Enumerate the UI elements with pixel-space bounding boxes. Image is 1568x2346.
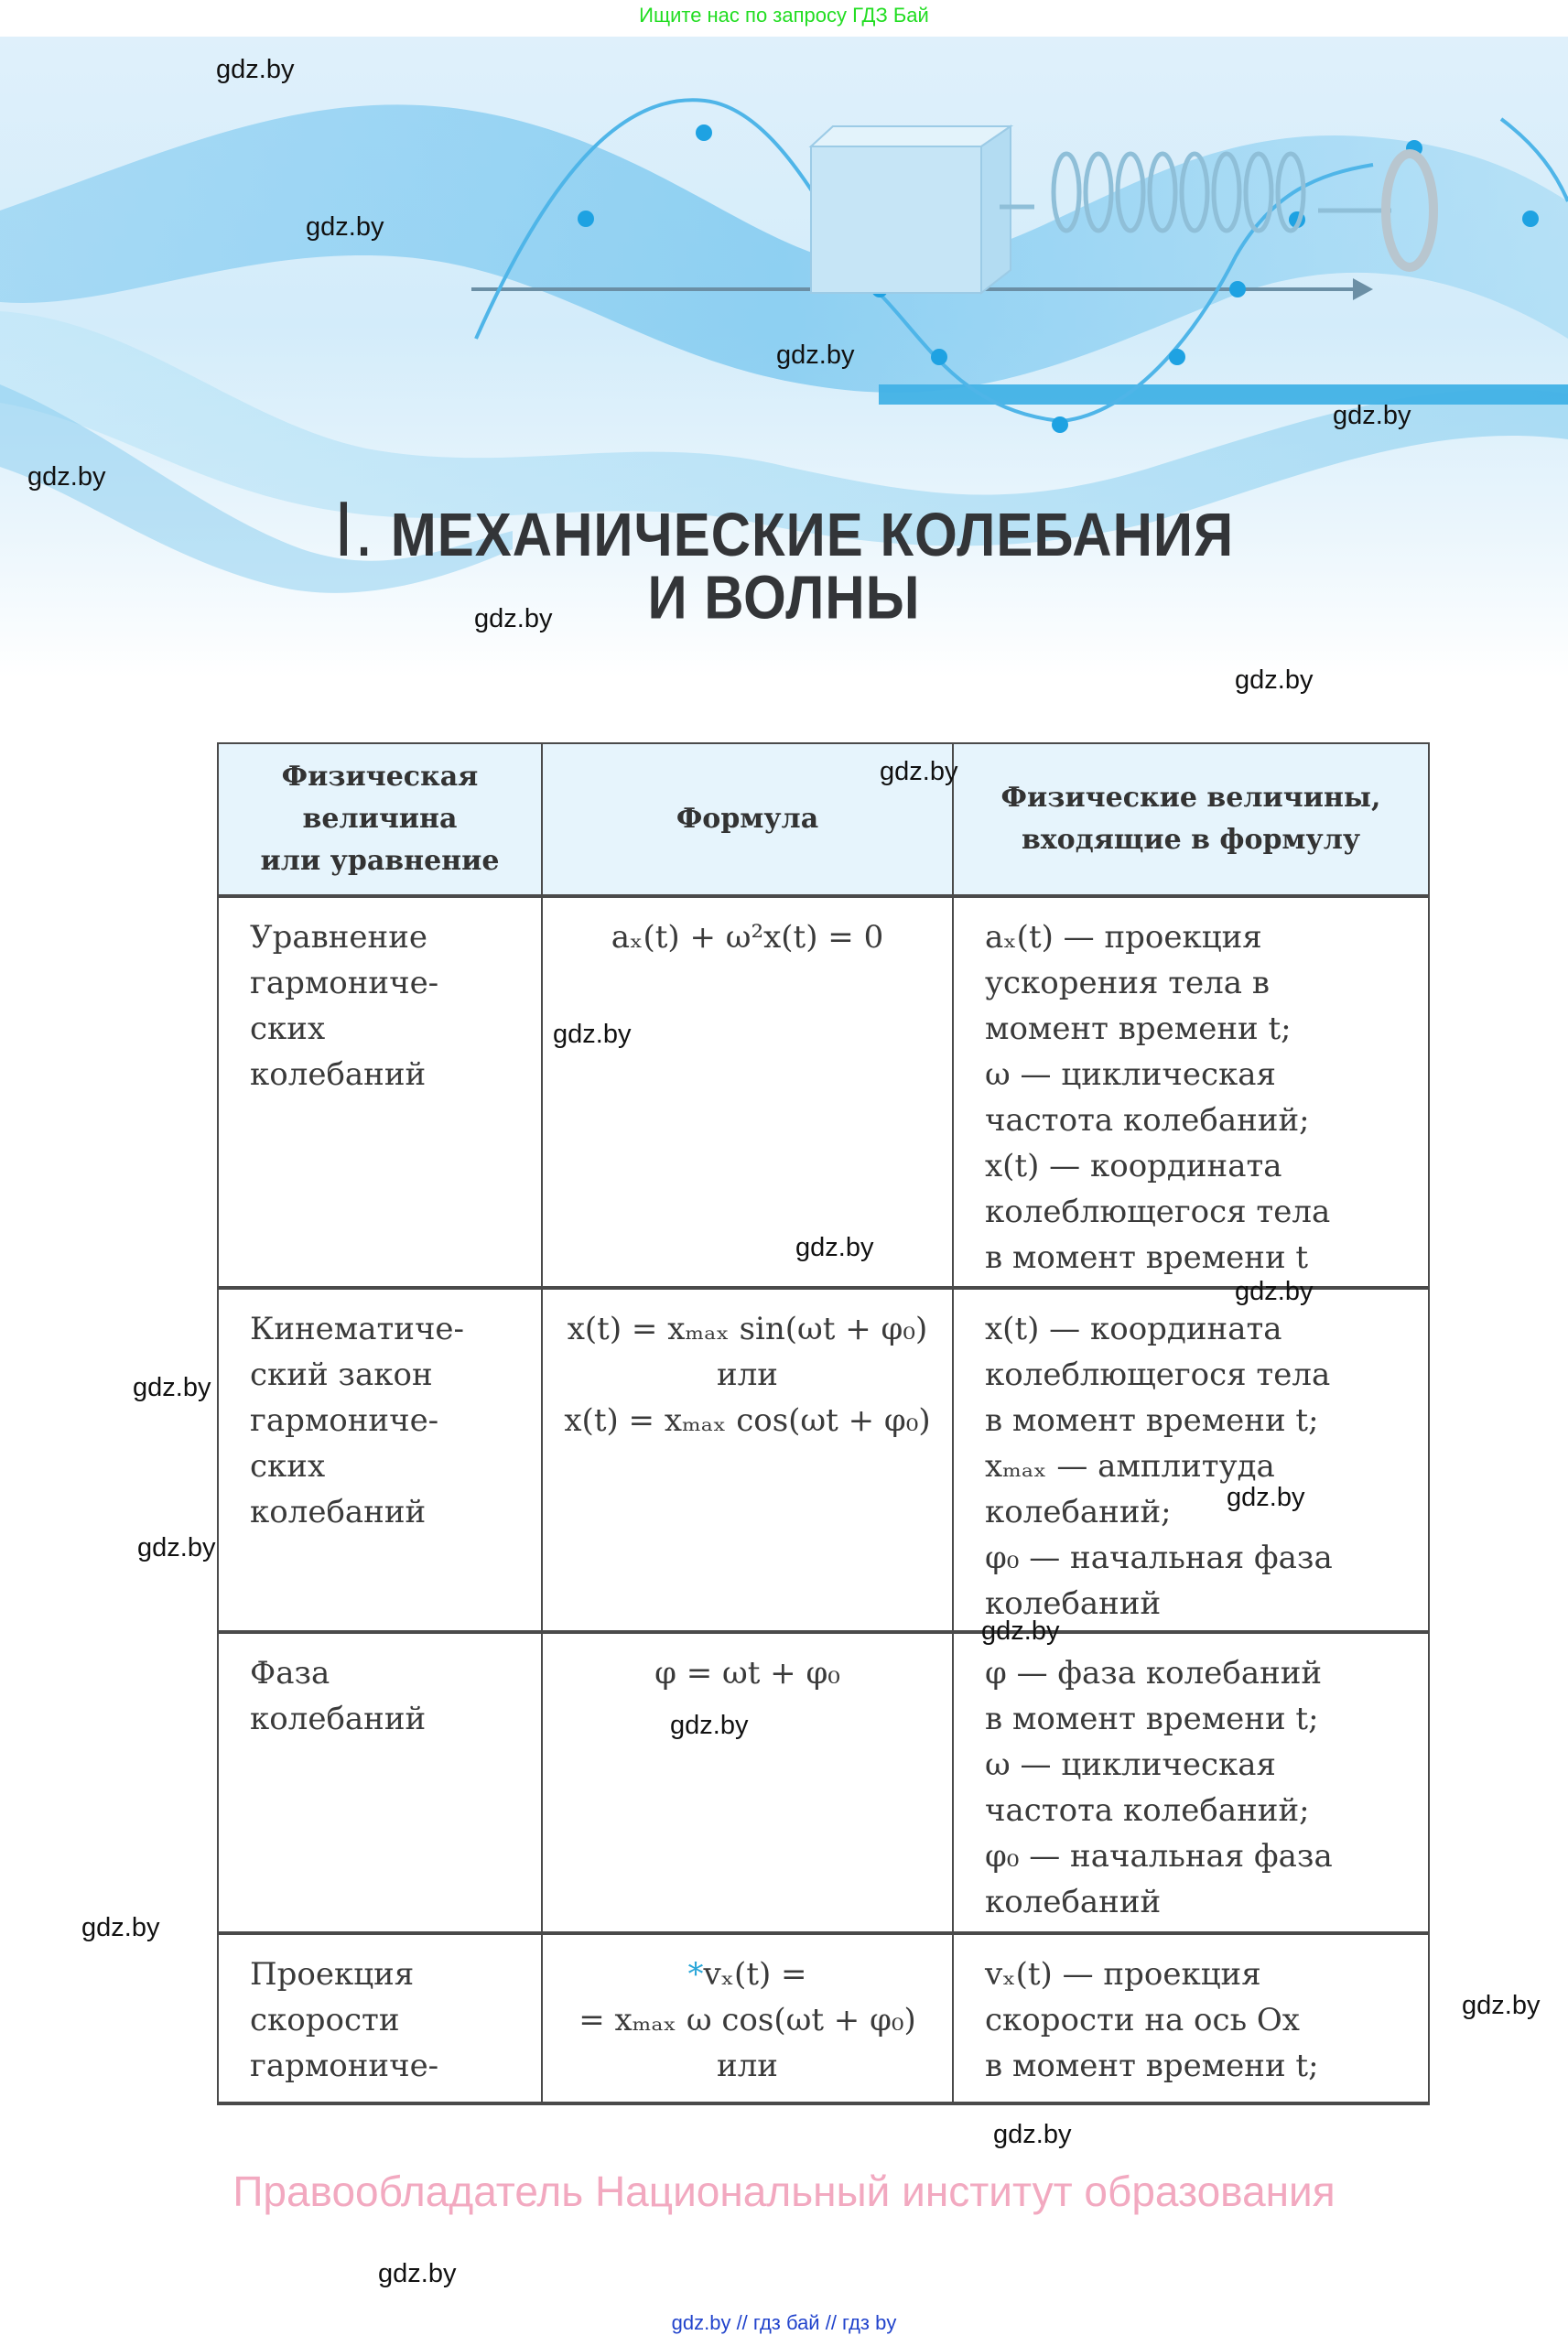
table-row — [218, 1288, 1429, 1632]
watermark-text: gdz.by — [474, 604, 553, 633]
watermark-text: gdz.by — [670, 1711, 749, 1740]
chapter-title-line2: И ВОЛНЫ — [647, 562, 921, 632]
block-icon — [811, 126, 1011, 293]
watermark-text: gdz.by — [27, 462, 106, 492]
row-formula: x(t) = xₘₐₓ sin(ωt + φ₀) или x(t) = xₘₐₓ cos(ωt + φ₀) — [542, 1288, 953, 1632]
header-variables: Физические величины, входящие в формулу — [953, 743, 1429, 896]
watermark-text: gdz.by — [776, 341, 855, 370]
copyright-notice: Правообладатель Национальный институт образования — [232, 2168, 1336, 2215]
row-quantity-name: Фаза колебаний — [218, 1632, 542, 1933]
watermark-text: gdz.by — [981, 1616, 1060, 1646]
search-hint-banner: Ищите нас по запросу ГДЗ Бай — [639, 4, 929, 27]
row-variables: aₓ(t) — проекция ускорения тела в момент времени t; ω — циклическая частота колебаний; x(t) — координата колеблющегося тела в момент времени t — [953, 896, 1429, 1288]
header-quantity: Физическая величина или уравнение — [218, 743, 542, 896]
row-quantity-name: Проекция скорости гармониче- — [218, 1933, 542, 2103]
row-quantity-name: Уравнение гармониче- ских колебаний — [218, 896, 542, 1288]
table-row — [218, 896, 1429, 1288]
chapter-number: I. — [333, 485, 375, 574]
table-header-row — [218, 743, 1429, 896]
watermark-text: gdz.by — [795, 1233, 874, 1262]
watermark-text: gdz.by — [993, 2120, 1072, 2149]
row-formula: φ = ωt + φ₀ — [542, 1632, 953, 1933]
table-row — [218, 1632, 1429, 1933]
formula-table — [217, 742, 1430, 2105]
watermark-text: gdz.by — [1235, 665, 1314, 695]
table-row — [218, 1933, 1429, 2103]
watermark-text: gdz.by — [1333, 401, 1411, 430]
watermark-text: gdz.by — [81, 1913, 160, 1942]
chapter-title-text: МЕХАНИЧЕСКИЕ КОЛЕБАНИЯ — [390, 500, 1235, 569]
row-variables: φ — фаза колебаний в момент времени t; ω — циклическая частота колебаний; φ₀ — начальная фаза колебаний — [953, 1632, 1429, 1933]
row-formula: aₓ(t) + ω²x(t) = 0 — [542, 896, 953, 1288]
watermark-text: gdz.by — [306, 212, 384, 242]
asterisk-marker: * — [687, 1956, 704, 1993]
header-formula: Формула — [542, 743, 953, 896]
watermark-text: gdz.by — [1227, 1483, 1305, 1512]
chapter-title-line1 — [0, 485, 1568, 574]
watermark-text: gdz.by — [553, 1020, 632, 1049]
watermark-text: gdz.by — [216, 55, 295, 84]
watermark-text: gdz.by — [1462, 1991, 1541, 2020]
row-variables: x(t) — координата колеблющегося тела в момент времени t; xₘₐₓ — амплитуда колебаний; φ₀ — начальная фаза колебаний — [953, 1288, 1429, 1632]
watermark-text: gdz.by — [880, 757, 958, 786]
watermark-text: gdz.by — [1235, 1277, 1314, 1306]
footer-links[interactable]: gdz.by // гдз бай // гдз by — [671, 2311, 897, 2334]
row-formula: *vₓ(t) = = xₘₐₓ ω cos(ωt + φ₀) или — [542, 1933, 953, 2103]
row-quantity-name: Кинематиче- ский закон гармониче- ских колебаний — [218, 1288, 542, 1632]
row-variables: vₓ(t) — проекция скорости на ось Ox в момент времени t; — [953, 1933, 1429, 2103]
watermark-text: gdz.by — [133, 1373, 211, 1402]
watermark-text: gdz.by — [378, 2259, 457, 2288]
watermark-text: gdz.by — [137, 1533, 216, 1562]
